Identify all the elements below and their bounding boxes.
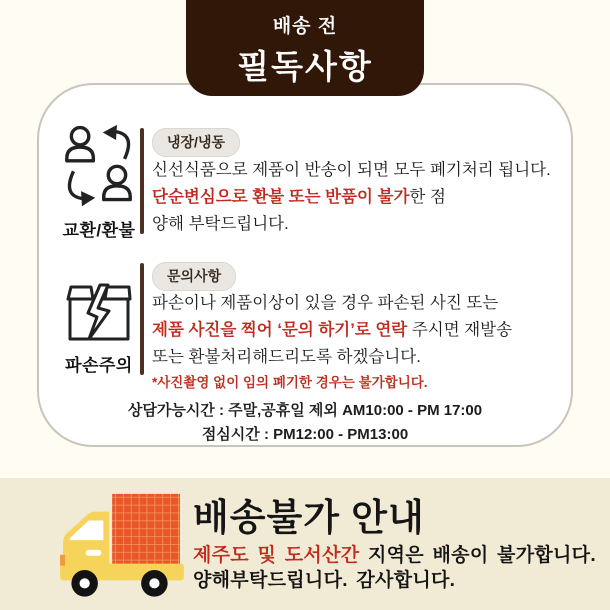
refund-policy-line-1: 신선식품으로 제품이 반송이 되면 모두 폐기처리 됩니다. bbox=[152, 161, 551, 179]
badge-title: 필독사항 bbox=[237, 47, 373, 85]
damage-policy-line-2 bbox=[152, 316, 572, 340]
delivery-truck-icon bbox=[52, 489, 190, 601]
pre-shipping-badge bbox=[186, 0, 424, 96]
refund-policy-line-3: 양해 부탁드립니다. bbox=[152, 215, 289, 233]
lunch-hours: 점심시간 : PM12:00 - PM13:00 bbox=[201, 426, 409, 443]
damage-policy-note: *사진촬영 없이 임의 폐기한 경우는 불가합니다. bbox=[152, 375, 428, 390]
people-exchange-arrows-icon bbox=[61, 123, 137, 210]
tag-pill-cold-storage: 냉장/냉동 bbox=[152, 128, 240, 157]
damage-caution-label: 파손주의 bbox=[65, 356, 133, 375]
delivery-unavailable-title: 배송불가 안내 bbox=[193, 497, 425, 538]
refund-policy-line-2-rest: 한 점 bbox=[409, 188, 446, 206]
must-read-card bbox=[37, 83, 573, 447]
tag-pill-inquiry: 문의사항 bbox=[152, 262, 236, 291]
damage-policy-line-2-rest: 주시면 재발송 bbox=[407, 321, 513, 339]
delivery-unavailable-line-1 bbox=[193, 540, 596, 567]
delivery-unavailable-regions: 제주도 및 도서산간 bbox=[193, 545, 360, 566]
delivery-unavailable-section bbox=[0, 478, 610, 610]
damage-policy-line-3: 또는 환불처리해드리도록 하겠습니다. bbox=[152, 348, 421, 366]
section-divider-bar bbox=[140, 263, 144, 375]
section-divider-bar bbox=[140, 128, 144, 234]
broken-box-icon bbox=[63, 283, 135, 345]
badge-subtitle: 배송 전 bbox=[272, 15, 338, 37]
refund-policy-line-2-highlight: 단순변심으로 환불 또는 반품이 불가 bbox=[152, 188, 410, 206]
damage-policy-line-2-highlight: 제품 사진을 찍어 ‘문의 하기’로 연락 bbox=[152, 321, 408, 339]
exchange-refund-block bbox=[56, 123, 142, 241]
delivery-unavailable-line-1-rest: 지역은 배송이 불가합니다. bbox=[359, 545, 596, 566]
refund-policy-line-2 bbox=[152, 183, 572, 207]
damage-policy-line-1: 파손이나 제품이상이 있을 경우 파손된 사진 또는 bbox=[152, 294, 499, 312]
exchange-refund-label: 교환/환불 bbox=[62, 221, 136, 240]
damage-caution-block bbox=[56, 283, 142, 376]
consultation-hours: 상담가능시간 : 주말,공휴일 제외 AM10:00 - PM 17:00 bbox=[127, 402, 483, 419]
delivery-unavailable-line-2: 양해부탁드립니다. 감사합니다. bbox=[193, 570, 456, 591]
